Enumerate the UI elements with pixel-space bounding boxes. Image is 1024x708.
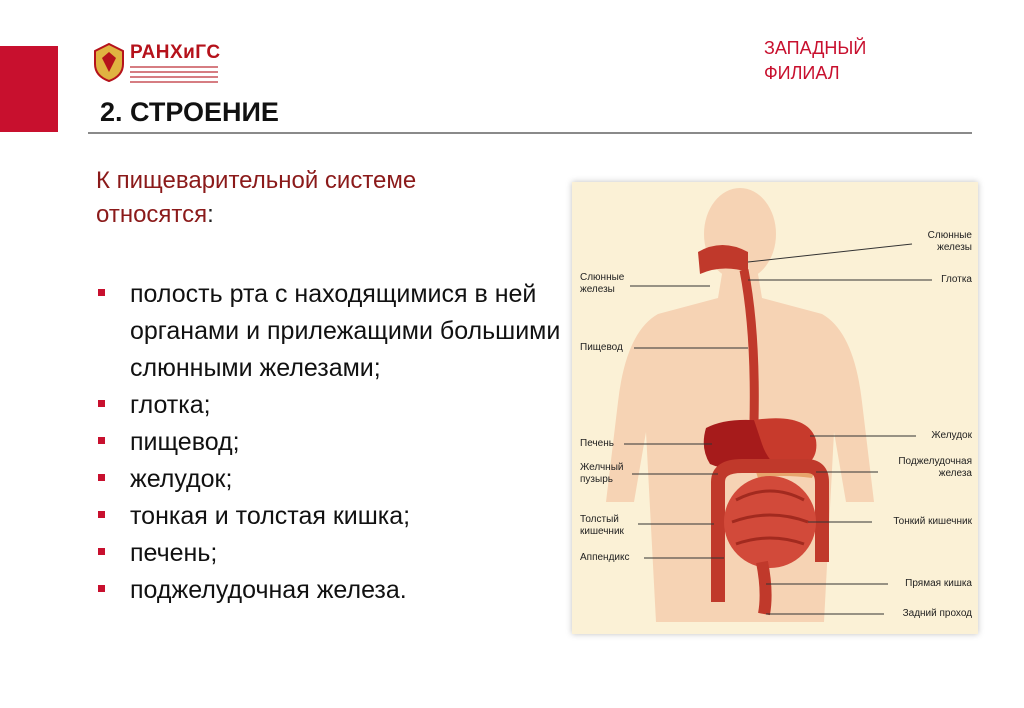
label-large-intestine: Толстый кишечник [580, 514, 624, 537]
anatomy-illustration [572, 182, 978, 634]
accent-bar [0, 46, 58, 132]
title-divider [88, 132, 972, 134]
list-item [96, 461, 566, 498]
label-anus: Задний проход [902, 608, 972, 619]
digestive-system-figure [572, 182, 978, 634]
label-appendix: Аппендикс [580, 552, 630, 563]
branch-line-1: ЗАПАДНЫЙ [764, 38, 867, 58]
bullet-icon [98, 289, 105, 296]
list-item [96, 535, 566, 572]
label-esophagus: Пищевод [580, 342, 623, 353]
bullet-icon [98, 511, 105, 518]
logo-text: РАНХиГС [130, 42, 221, 63]
logo-subtitle-lines [130, 66, 218, 86]
intro-main: К пищеварительной системе относятся [96, 167, 417, 228]
list-item [96, 276, 566, 387]
branch-label [764, 36, 866, 86]
branch-line-2: ФИЛИАЛ [764, 63, 840, 83]
list-item-text: полость рта с находящимися в ней органами и прилежащими большими слюнными железами; [130, 280, 561, 382]
emblem-icon [92, 42, 126, 82]
bullet-icon [98, 474, 105, 481]
bullet-icon [98, 585, 105, 592]
bullet-icon [98, 400, 105, 407]
list-item-text: глотка; [130, 391, 211, 419]
organ-list [96, 276, 566, 609]
list-item-text: печень; [130, 539, 218, 567]
label-pharynx: Глотка [941, 274, 972, 285]
bullet-icon [98, 437, 105, 444]
ranepa-logo [92, 42, 222, 84]
intro-text [96, 164, 536, 232]
label-salivary-right: Слюнные железы [927, 230, 972, 253]
list-item [96, 572, 566, 609]
label-liver: Печень [580, 438, 614, 449]
label-gallbladder: Желчный пузырь [580, 462, 624, 485]
label-small-intestine: Тонкий кишечник [893, 516, 972, 527]
label-stomach: Желудок [931, 430, 972, 441]
list-item-text: желудок; [130, 465, 233, 493]
list-item [96, 498, 566, 535]
list-item-text: пищевод; [130, 428, 240, 456]
list-item-text: поджелудочная железа. [130, 576, 407, 604]
label-salivary-left-1: Слюнные железы [580, 272, 625, 295]
list-item-text: тонкая и толстая кишка; [130, 502, 411, 530]
label-rectum: Прямая кишка [905, 578, 972, 589]
list-item [96, 387, 566, 424]
intro-colon: : [207, 201, 214, 228]
bullet-icon [98, 548, 105, 555]
label-pancreas: Поджелудочная железа [898, 456, 972, 479]
list-item [96, 424, 566, 461]
slide-title: 2. СТРОЕНИЕ [100, 97, 279, 127]
